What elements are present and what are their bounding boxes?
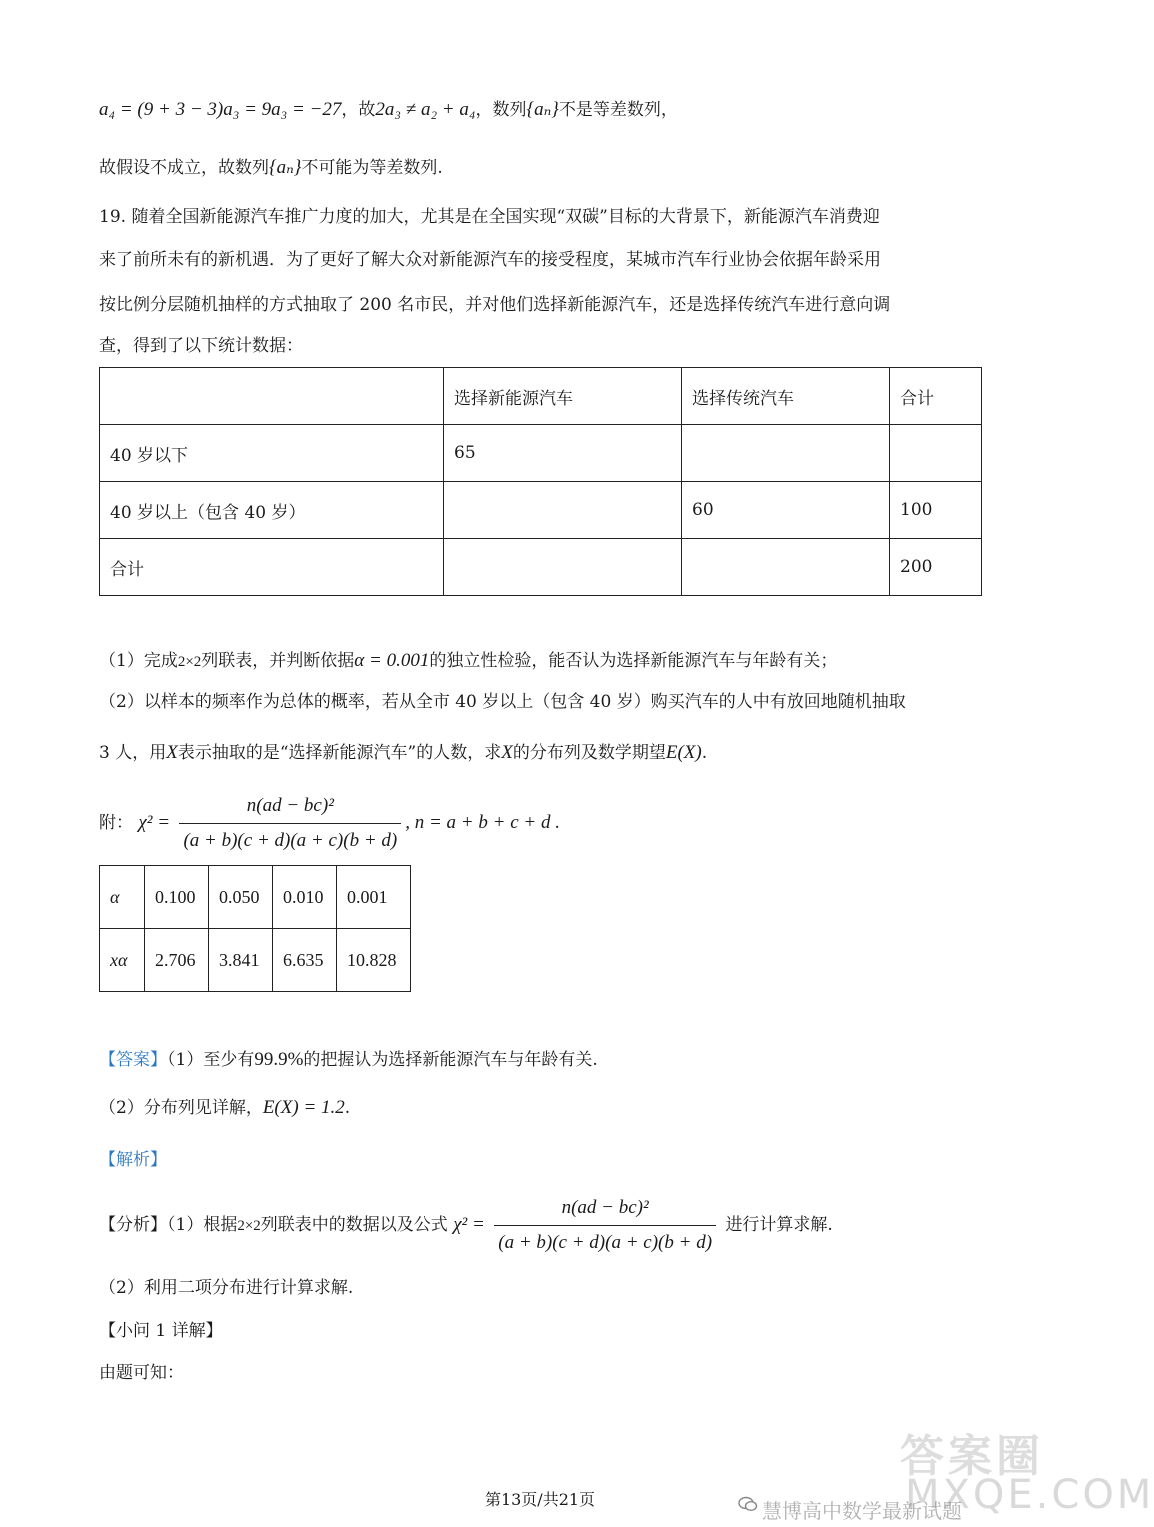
table-row [100, 866, 411, 929]
part-text: 的分布列及数学期望 [512, 743, 666, 763]
prev-text: 不可能为等差数列. [301, 158, 443, 178]
analysis-text: 进行计算求解. [725, 1215, 833, 1235]
answer-tag: 【答案】 [99, 1050, 167, 1070]
page-number: 第13页/共21页 [484, 1490, 596, 1509]
table-cell: α [100, 866, 145, 929]
table-row [100, 425, 982, 482]
table-cell: 2.706 [145, 929, 209, 992]
fraction-numerator: n(ad − bc)² [494, 1194, 716, 1226]
sequence-symbol: {aₙ} [269, 157, 302, 178]
table-header-row [100, 368, 982, 425]
fraction-denominator: (a + b)(c + d)(a + c)(b + d) [183, 830, 398, 851]
prev-math: a₄ = (9 + 3 − 3)a₃ = 9a₃ = −27 [99, 99, 342, 120]
table-row [100, 482, 982, 539]
sub-question-tag: 【小问 1 详解】 [99, 1321, 223, 1341]
part-text: 列联表，并判断依据 [201, 651, 355, 671]
table-cell: 40 岁以下 [100, 425, 444, 482]
part-text: 3 人，用 [99, 743, 167, 763]
table-cell: 3.841 [209, 929, 273, 992]
analysis-math: 2×2 [237, 1218, 261, 1234]
answer-text: （2）分布列见详解， [99, 1098, 263, 1118]
part-text: 的独立性检验，能否认为选择新能源汽车与年龄有关； [429, 651, 838, 671]
table-cell: 0.010 [273, 866, 337, 929]
q19-line-3: 按比例分层随机抽样的方式抽取了 200 名市民，并对他们选择新能源汽车，还是选择传统汽车进行意向调 [99, 295, 891, 315]
table-row [100, 539, 982, 596]
table-cell [682, 539, 890, 596]
q19-line-4: 查，得到了以下统计数据： [99, 336, 303, 356]
part-text: . [701, 743, 708, 763]
analysis-formula-line [99, 1194, 833, 1257]
answer-1 [99, 1049, 598, 1071]
sequence-symbol: {aₙ} [526, 99, 559, 120]
watermark-text: 慧博高中数学最新试题 [762, 1499, 962, 1523]
part-text: 表示抽取的是“选择新能源汽车”的人数，求 [177, 743, 502, 763]
table-cell [100, 368, 444, 425]
table-row [100, 929, 411, 992]
answer-text: （1）至少有 [167, 1050, 255, 1070]
table-cell: 65 [444, 425, 682, 482]
q19-line-1: 19. 随着全国新能源汽车推广力度的加大，尤其是在全国实现“双碳”目标的大背景下，新能源汽车消费迎 [99, 207, 880, 227]
critical-value-table [99, 865, 411, 992]
expectation: E(X) [665, 742, 702, 763]
part-2: （2）以样本的频率作为总体的概率，若从全市 40 岁以上（包含 40 岁）购买汽车的人中有放回地随机抽取 [99, 692, 906, 712]
formula-fraction [494, 1194, 716, 1257]
prev-line-1 [99, 99, 678, 121]
prev-line-2 [99, 157, 443, 179]
table-cell: 0.100 [145, 866, 209, 929]
answer-text: 的把握认为选择新能源汽车与年龄有关. [303, 1050, 598, 1070]
formula-label: 附： [99, 813, 133, 833]
table-cell: 6.635 [273, 929, 337, 992]
answer-text: . [344, 1098, 351, 1118]
prev-text: 不是等差数列， [558, 100, 678, 120]
part-math: α = 0.001 [354, 650, 430, 671]
given-line: 由题可知： [99, 1363, 184, 1383]
fraction-numerator: n(ad − bc)² [179, 792, 401, 824]
chi-symbol: χ² = [138, 812, 171, 833]
formula-fraction [179, 792, 401, 855]
prev-inequality: 2a₃ ≠ a₂ + a₄ [375, 99, 476, 120]
table-cell: 60 [682, 482, 890, 539]
prev-text: 故假设不成立，故数列 [99, 158, 269, 178]
prev-text: ，数列 [475, 100, 527, 120]
table-cell: 0.001 [337, 866, 411, 929]
formula-tail: , n = a + b + c + d . [405, 812, 560, 833]
analysis-text: 【分析】 [99, 1215, 167, 1235]
table-cell: 合计 [100, 539, 444, 596]
chi-symbol: χ² = [453, 1214, 485, 1235]
analysis-2: （2）利用二项分布进行计算求解. [99, 1278, 354, 1298]
table-cell: 100 [890, 482, 982, 539]
prev-text: ，故 [341, 100, 376, 120]
table-cell: 0.050 [209, 866, 273, 929]
answer-math: E(X) = 1.2 [262, 1097, 345, 1118]
analysis-tag [99, 1149, 167, 1171]
part-2-cont [99, 742, 707, 764]
fraction-denominator: (a + b)(c + d)(a + c)(b + d) [498, 1232, 713, 1253]
table-cell: 40 岁以上（包含 40 岁） [100, 482, 444, 539]
watermark-site: MXQE.COM [905, 1472, 1154, 1518]
table-cell [890, 425, 982, 482]
analysis-label: 【解析】 [99, 1150, 167, 1170]
var-x: X [166, 742, 178, 763]
table-cell [444, 539, 682, 596]
contingency-table [99, 367, 982, 596]
table-header: 选择传统汽车 [682, 368, 890, 425]
analysis-text: 列联表中的数据以及公式 [260, 1215, 448, 1235]
part-text: （1）完成 [99, 651, 178, 671]
table-cell: xα [100, 929, 145, 992]
part-math: 2×2 [177, 654, 202, 670]
part-1 [99, 650, 837, 673]
q19-line-2: 来了前所未有的新机遇．为了更好了解大众对新能源汽车的接受程度，某城市汽车行业协会依据年龄采用 [99, 250, 881, 270]
table-header: 选择新能源汽车 [444, 368, 682, 425]
chi-square-formula [99, 792, 560, 855]
table-cell [682, 425, 890, 482]
watermark-logo: 答案圈 [900, 1431, 1044, 1482]
var-x: X [501, 742, 513, 763]
analysis-text: （1）根据 [167, 1215, 238, 1235]
table-header: 合计 [890, 368, 982, 425]
answer-2 [99, 1097, 350, 1119]
table-cell [444, 482, 682, 539]
table-cell: 10.828 [337, 929, 411, 992]
table-cell: 200 [890, 539, 982, 596]
answer-math: 99.9% [254, 1049, 304, 1070]
